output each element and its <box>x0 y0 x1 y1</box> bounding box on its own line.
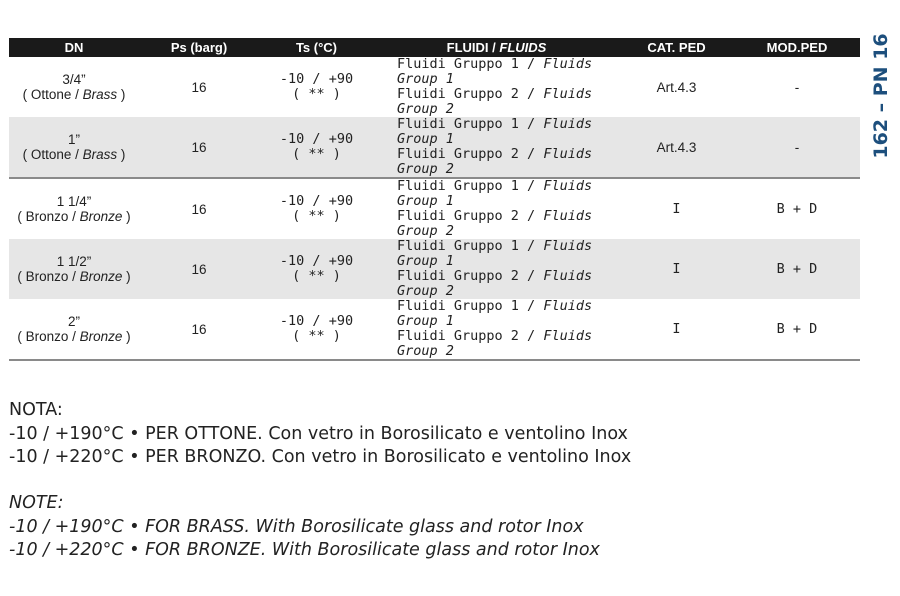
fluid-it: Fluidi Gruppo 2 / <box>397 328 544 344</box>
table-header-row <box>9 38 860 57</box>
notes-english-heading: NOTE: <box>9 493 64 513</box>
table-row <box>9 239 860 299</box>
fluid-en: Fluids Group 1 <box>397 238 593 269</box>
cell-dn <box>9 57 139 117</box>
cell-ts <box>259 57 374 117</box>
material-close: ) <box>122 269 131 284</box>
fluid-group-2 <box>397 147 619 177</box>
cell-cat-ped: I <box>672 200 681 217</box>
cell-cat-ped: I <box>619 239 734 299</box>
fluid-en: Fluids Group 2 <box>397 86 593 117</box>
material-it: ( Bronzo / <box>17 209 80 224</box>
notes-english-line-2: -10 / +220°C • FOR BRONZE. With Borosilicate glass and rotor Inox <box>9 540 600 560</box>
notes-english <box>9 492 600 563</box>
material-close: ) <box>117 87 126 102</box>
cell-cat-ped: Art.4.3 <box>619 117 734 178</box>
cell-dn <box>9 117 139 178</box>
cell-ps: 16 <box>191 201 207 217</box>
ts-note: ( ** ) <box>292 86 341 102</box>
notes-english-line-1: -10 / +190°C • FOR BRASS. With Borosilicate glass and rotor Inox <box>9 516 584 537</box>
cell-mod-ped: - <box>734 117 860 178</box>
cell-ts <box>259 239 374 299</box>
material-it: ( Ottone / <box>22 147 83 162</box>
header-fluids <box>374 38 619 57</box>
cell-ps: 16 <box>191 79 207 95</box>
material-en: Brass <box>82 87 118 102</box>
ts-note: ( ** ) <box>292 208 341 224</box>
fluid-it: Fluidi Gruppo 2 / <box>397 208 544 224</box>
side-label <box>868 33 894 159</box>
dn-size: 1” <box>67 132 80 147</box>
header-ts: Ts (°C) <box>259 38 374 57</box>
fluid-en: Fluids Group 2 <box>397 328 593 359</box>
fluid-en: Fluids Group 1 <box>397 178 593 209</box>
header-cat-ped: CAT. PED <box>619 38 734 57</box>
header-mod-ped: MOD.PED <box>734 38 860 57</box>
ts-range: -10 / +90 <box>279 131 354 147</box>
header-dn: DN <box>9 38 139 57</box>
fluid-en: Fluids Group 1 <box>397 298 593 329</box>
fluid-en: Fluids Group 2 <box>397 146 593 177</box>
material-close: ) <box>122 329 131 344</box>
dn-size: 3/4” <box>62 72 86 87</box>
dn-material <box>9 269 139 284</box>
cell-fluids <box>374 57 619 117</box>
table-row <box>9 299 860 360</box>
cell-ps: 16 <box>139 117 259 178</box>
cell-ts <box>259 117 374 178</box>
cell-fluids <box>374 178 619 239</box>
fluid-it: Fluidi Gruppo 2 / <box>397 146 544 162</box>
fluid-en: Fluids Group 2 <box>397 208 593 239</box>
material-close: ) <box>117 147 126 162</box>
fluid-it: Fluidi Gruppo 1 / <box>397 178 544 194</box>
fluid-group-2 <box>397 87 619 117</box>
cell-ps: 16 <box>139 299 259 360</box>
material-en: Bronze <box>79 209 123 224</box>
material-en: Bronze <box>79 329 123 344</box>
ts-note: ( ** ) <box>292 268 341 284</box>
spec-table <box>9 38 860 361</box>
dn-material <box>9 147 139 162</box>
cell-mod-ped: B + D <box>776 200 818 217</box>
cell-dn <box>9 178 139 239</box>
fluid-it: Fluidi Gruppo 2 / <box>397 268 544 284</box>
notes-italian-heading: NOTA: <box>9 400 63 420</box>
fluid-group-1 <box>397 239 619 269</box>
material-it: ( Bronzo / <box>17 329 80 344</box>
dn-material <box>9 209 139 224</box>
notes-italian-line-2: -10 / +220°C • PER BRONZO. Con vetro in Borosilicato e ventolino Inox <box>9 447 632 467</box>
material-en: Brass <box>82 147 118 162</box>
material-it: ( Bronzo / <box>17 269 80 284</box>
cell-mod-ped: - <box>794 79 800 95</box>
cell-fluids <box>374 299 619 360</box>
ts-range: -10 / +90 <box>279 71 354 87</box>
fluid-group-1 <box>397 57 619 87</box>
fluid-it: Fluidi Gruppo 1 / <box>397 116 544 132</box>
fluid-group-1 <box>397 179 619 209</box>
fluid-it: Fluidi Gruppo 2 / <box>397 86 544 102</box>
ts-note: ( ** ) <box>292 146 341 162</box>
fluid-group-1 <box>397 299 619 329</box>
dn-size: 1 1/4” <box>56 194 92 209</box>
fluid-it: Fluidi Gruppo 1 / <box>397 56 544 72</box>
fluid-en: Fluids Group 1 <box>397 116 593 147</box>
cell-dn <box>9 239 139 299</box>
cell-cat-ped: Art.4.3 <box>656 79 697 95</box>
fluid-it: Fluidi Gruppo 1 / <box>397 298 544 314</box>
ts-range: -10 / +90 <box>279 253 354 269</box>
fluid-group-1 <box>397 117 619 147</box>
fluid-en: Fluids Group 2 <box>397 268 593 299</box>
dn-material <box>9 87 139 102</box>
dn-material <box>9 329 139 344</box>
table-row <box>9 57 860 117</box>
material-it: ( Ottone / <box>22 87 83 102</box>
table-row <box>9 117 860 178</box>
cell-ts <box>259 299 374 360</box>
header-fluids-it: FLUIDI / <box>446 40 500 55</box>
fluid-group-2 <box>397 209 619 239</box>
cell-ps: 16 <box>139 239 259 299</box>
fluid-en: Fluids Group 1 <box>397 56 593 87</box>
table-row <box>9 178 860 239</box>
fluid-group-2 <box>397 329 619 359</box>
material-close: ) <box>122 209 131 224</box>
cell-fluids <box>374 239 619 299</box>
fluid-group-2 <box>397 269 619 299</box>
notes-italian <box>9 399 631 470</box>
cell-dn <box>9 299 139 360</box>
fluid-it: Fluidi Gruppo 1 / <box>397 238 544 254</box>
cell-cat-ped: I <box>619 299 734 360</box>
header-fluids-en: FLUIDS <box>499 40 547 55</box>
ts-range: -10 / +90 <box>279 193 354 209</box>
header-ps: Ps (barg) <box>139 38 259 57</box>
cell-mod-ped: B + D <box>734 239 860 299</box>
cell-mod-ped: B + D <box>734 299 860 360</box>
cell-ts <box>259 178 374 239</box>
material-en: Bronze <box>79 269 123 284</box>
side-label-text: 162 – PN 16 <box>870 33 892 159</box>
ts-note: ( ** ) <box>292 328 341 344</box>
notes-italian-line-1: -10 / +190°C • PER OTTONE. Con vetro in Borosilicato e ventolino Inox <box>9 423 628 444</box>
cell-fluids <box>374 117 619 178</box>
ts-range: -10 / +90 <box>279 313 354 329</box>
dn-size: 1 1/2” <box>56 254 92 269</box>
dn-size: 2” <box>67 314 80 329</box>
